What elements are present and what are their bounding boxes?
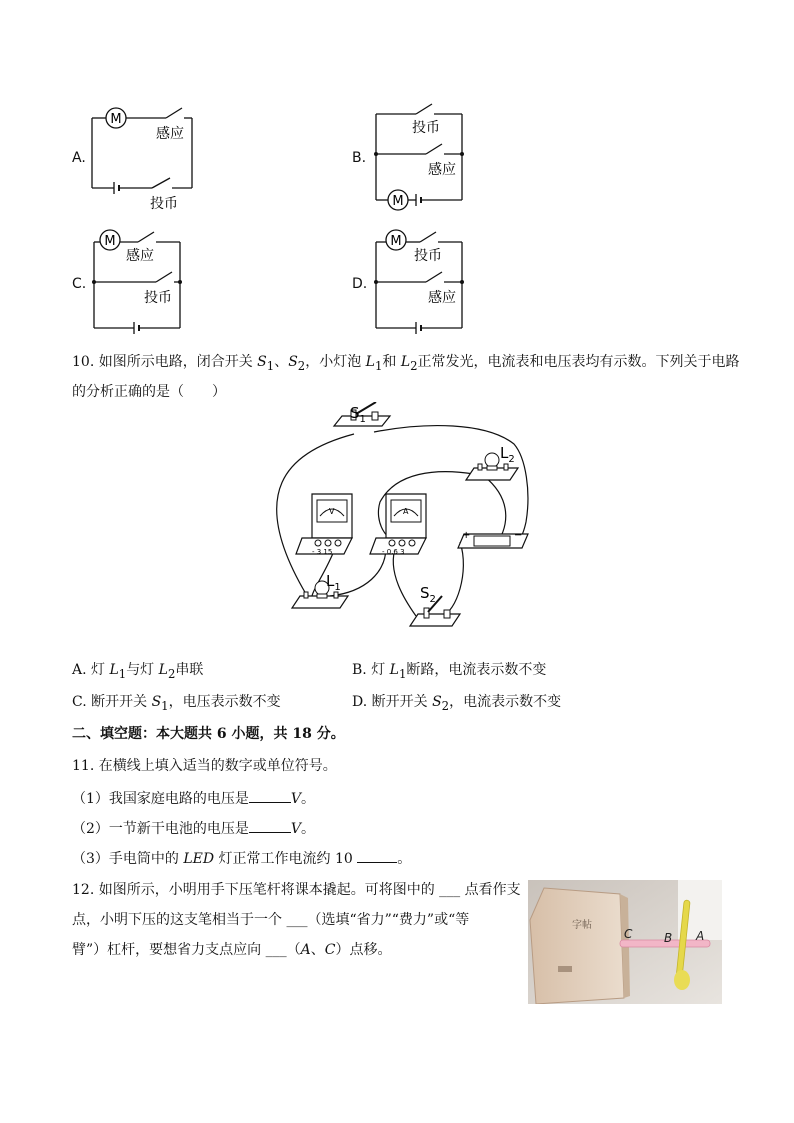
label-sense: 感应: [156, 126, 184, 142]
answer-blank[interactable]: [249, 818, 291, 833]
option-c-letter: C.: [72, 276, 87, 292]
q10-stem-line1: 10. 如图所示电路，闭合开关 $S_1$、$S_2$，小灯泡 $L_1$和 $L_2$正常发光，电流表和电压表均有示数。下列关于电路: [72, 354, 740, 373]
battery: [458, 530, 528, 548]
motor-symbol: M: [110, 112, 122, 127]
label-c: C: [624, 927, 633, 941]
ammeter-symbol: A: [403, 507, 409, 516]
motor-symbol: M: [104, 234, 116, 249]
motor-symbol: M: [392, 194, 404, 209]
circuit-diagram-b: [370, 100, 470, 214]
q11-part2: （2）一节新干电池的电压是 V。: [72, 818, 315, 839]
label-coin: 投币: [414, 248, 442, 264]
label-coin: 投币: [412, 120, 440, 136]
label-s2: $S_2$: [420, 584, 436, 605]
battery-minus: −: [514, 530, 523, 541]
q10-option-c[interactable]: C. 断开开关 $S_1$，电压表示数不变: [72, 694, 281, 713]
q11-stem: 11. 在横线上填入适当的数字或单位符号。: [72, 758, 337, 774]
label-l1: $L_1$: [326, 572, 341, 593]
option-d-letter: D.: [352, 276, 368, 292]
label-l2: $L_2$: [500, 444, 515, 465]
book-title: 字帖: [572, 920, 592, 931]
motor-symbol: M: [390, 234, 402, 249]
option-a-letter: A.: [72, 150, 86, 166]
q10-stem-line2: 的分析正确的是（ ）: [72, 384, 226, 400]
physical-circuit-figure: [256, 402, 546, 634]
answer-blank[interactable]: [249, 788, 291, 803]
q10-option-d[interactable]: D. 断开开关 $S_2$，电流表示数不变: [352, 694, 562, 713]
label-s1: $S_1$: [350, 404, 366, 425]
circuit-diagram-c: [88, 228, 188, 338]
voltmeter-terminals: - 3 15: [312, 548, 333, 556]
battery-plus: +: [462, 530, 471, 541]
label-sense: 感应: [126, 248, 154, 264]
voltmeter-symbol: V: [329, 507, 335, 516]
q11-part1: （1）我国家庭电路的电压是 V。: [72, 788, 315, 809]
label-b: B: [664, 931, 673, 945]
answer-blank[interactable]: [357, 848, 397, 863]
label-sense: 感应: [428, 162, 456, 178]
q12-line2: 点，小明下压的这支笔相当于一个 ___（选填“省力”“费力”或“等: [72, 912, 470, 928]
label-sense: 感应: [428, 290, 456, 306]
q10-option-b[interactable]: B. 灯 $L_1$断路，电流表示数不变: [352, 662, 547, 681]
ammeter: [370, 494, 426, 556]
voltmeter: [296, 494, 352, 556]
circuit-diagram-a: [88, 104, 198, 210]
label-a: A: [696, 929, 705, 943]
option-b-letter: B.: [352, 150, 367, 166]
circuit-diagram-d: [370, 228, 470, 338]
q12-line1: 12. 如图所示，小明用手下压笔杆将课本撬起。可将图中的 ___ 点看作支: [72, 882, 521, 898]
q10-option-a[interactable]: A. 灯 $L_1$与灯 $L_2$串联: [72, 662, 204, 681]
label-coin: 投币: [150, 196, 178, 210]
q12-line3: 臂”）杠杆，要想省力支点应向 ___（A、C）点移。: [72, 942, 392, 958]
q11-part3: （3）手电筒中的 LED 灯正常工作电流约 10 。: [72, 848, 411, 869]
label-coin: 投币: [144, 290, 172, 306]
section-title: 二、填空题：本大题共 6 小题，共 18 分。: [72, 726, 345, 742]
lever-photo: [528, 880, 722, 1004]
ammeter-terminals: - 0.6 3: [382, 548, 405, 556]
